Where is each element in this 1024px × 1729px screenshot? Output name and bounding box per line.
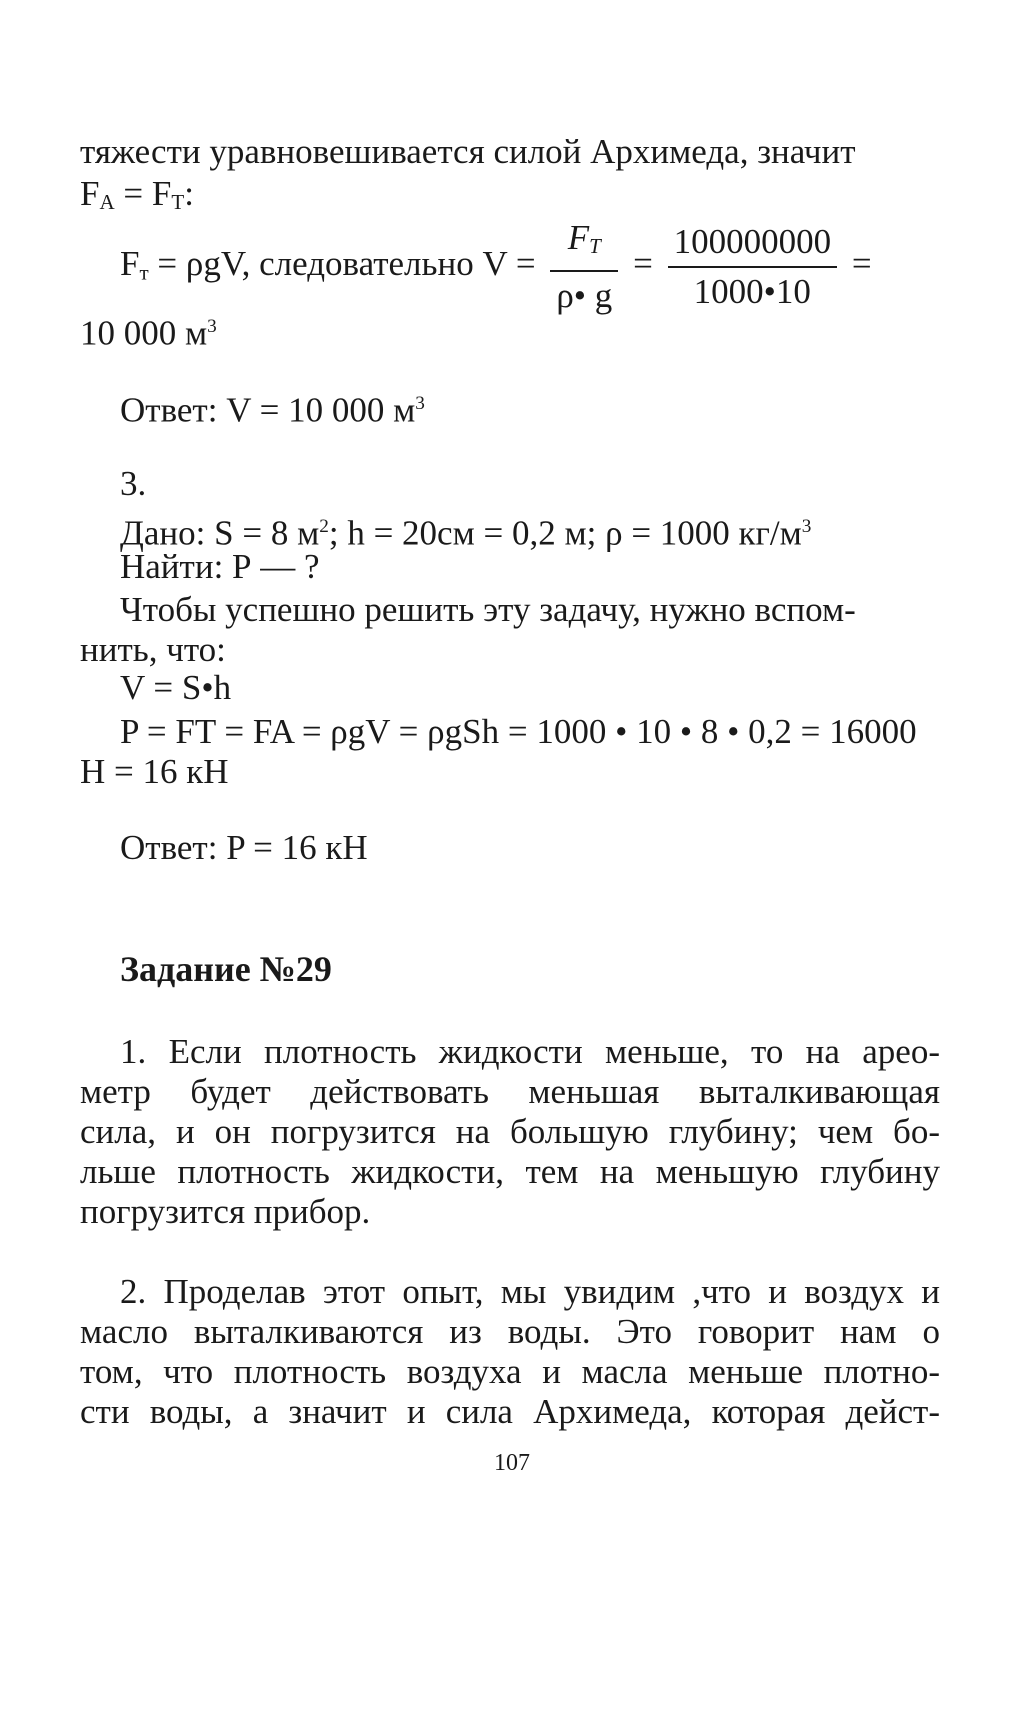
section-heading: Задание №29 <box>120 949 332 989</box>
answer-line <box>120 382 425 433</box>
text-line <box>120 588 856 632</box>
paragraph-line <box>80 1150 940 1194</box>
line-text: 1. Если плотность жидкости меньше, то на арео- <box>120 1032 940 1071</box>
line-text: 3. <box>120 464 147 503</box>
text-line <box>120 545 320 589</box>
fraction-denominator: 1000•10 <box>693 272 811 312</box>
formula-part: F <box>80 174 100 213</box>
line-text: Чтобы успешно решить эту задачу, нужно вспом- <box>120 590 856 629</box>
line-text: Н = 16 кН <box>80 752 229 791</box>
formula-part: F <box>120 244 140 284</box>
formula-line <box>120 218 872 316</box>
line-text: сти воды, а значит и сила Архимеда, которая дейст- <box>80 1392 940 1431</box>
formula-part: = F <box>114 174 172 213</box>
answer-line <box>120 826 368 870</box>
superscript: 2 <box>319 516 329 537</box>
fraction-numerator <box>550 218 618 272</box>
subscript: Т <box>171 190 185 215</box>
fraction-numerator: 100000000 <box>668 222 838 268</box>
line-text: масло выталкиваются из воды. Это говорит нам о <box>80 1312 940 1351</box>
page-number: 107 <box>494 1450 530 1476</box>
problem-number <box>120 462 146 506</box>
paragraph-line <box>80 1030 940 1074</box>
fraction-denominator: ρ• g <box>556 276 613 316</box>
paragraph-line <box>80 1110 940 1154</box>
line-text: том, что плотность воздуха и масла меньше плотно- <box>80 1352 940 1391</box>
line-text: сила, и он погрузится на большую глубину; чем бо- <box>80 1112 940 1151</box>
text-line <box>80 305 217 356</box>
formula-part: : <box>184 174 194 213</box>
line-text: 10 000 м <box>80 313 208 353</box>
line-text: погрузится прибор. <box>80 1192 371 1231</box>
fraction <box>668 222 838 312</box>
superscript: 3 <box>415 393 425 414</box>
formula-line <box>120 666 231 710</box>
line-text: нить, что: <box>80 630 226 669</box>
line-text: 2. Проделав этот опыт, мы увидим ,что и воздух и <box>120 1272 940 1311</box>
line-text: ; h = 20см = 0,2 м; ρ = 1000 кг/м <box>328 513 802 553</box>
line-text: Найти: Р — ? <box>120 547 320 586</box>
formula-line <box>120 710 917 754</box>
subscript: T <box>589 234 601 259</box>
superscript: 3 <box>207 316 217 337</box>
fraction <box>550 218 618 316</box>
paragraph-line <box>80 1310 940 1354</box>
text-line <box>80 130 856 174</box>
line-text: метр будет действовать меньшая выталкивающая <box>80 1072 940 1111</box>
subscript: т <box>139 260 149 285</box>
line-text: Ответ: P = 16 кН <box>120 828 368 867</box>
subscript: A <box>99 190 115 215</box>
formula-part: = <box>624 244 662 284</box>
text-line <box>80 750 229 794</box>
superscript: 3 <box>801 516 812 537</box>
paragraph-line <box>80 1350 940 1394</box>
paragraph-line <box>80 1390 940 1434</box>
line-text: льше плотность жидкости, тем на меньшую глубину <box>80 1152 940 1191</box>
paragraph-line <box>80 1070 940 1114</box>
formula-part: = ρgV, следовательно V = <box>148 244 545 284</box>
line-text: Ответ: V = 10 000 м <box>120 390 416 430</box>
line-text: Дано: S = 8 м <box>120 513 320 553</box>
line-text: тяжести уравновешивается силой Архимеда, значит <box>80 132 856 171</box>
line-text: V = S•h <box>120 668 232 707</box>
line-text: P = FT = FA = ρgV = ρgSh = 1000 • 10 • 8 • 0,2 = 16000 <box>120 712 917 751</box>
formula-part: F <box>567 218 590 257</box>
formula-part: = <box>843 244 872 284</box>
paragraph-line <box>80 1190 370 1234</box>
paragraph-line <box>80 1270 940 1314</box>
formula-line <box>80 172 194 224</box>
